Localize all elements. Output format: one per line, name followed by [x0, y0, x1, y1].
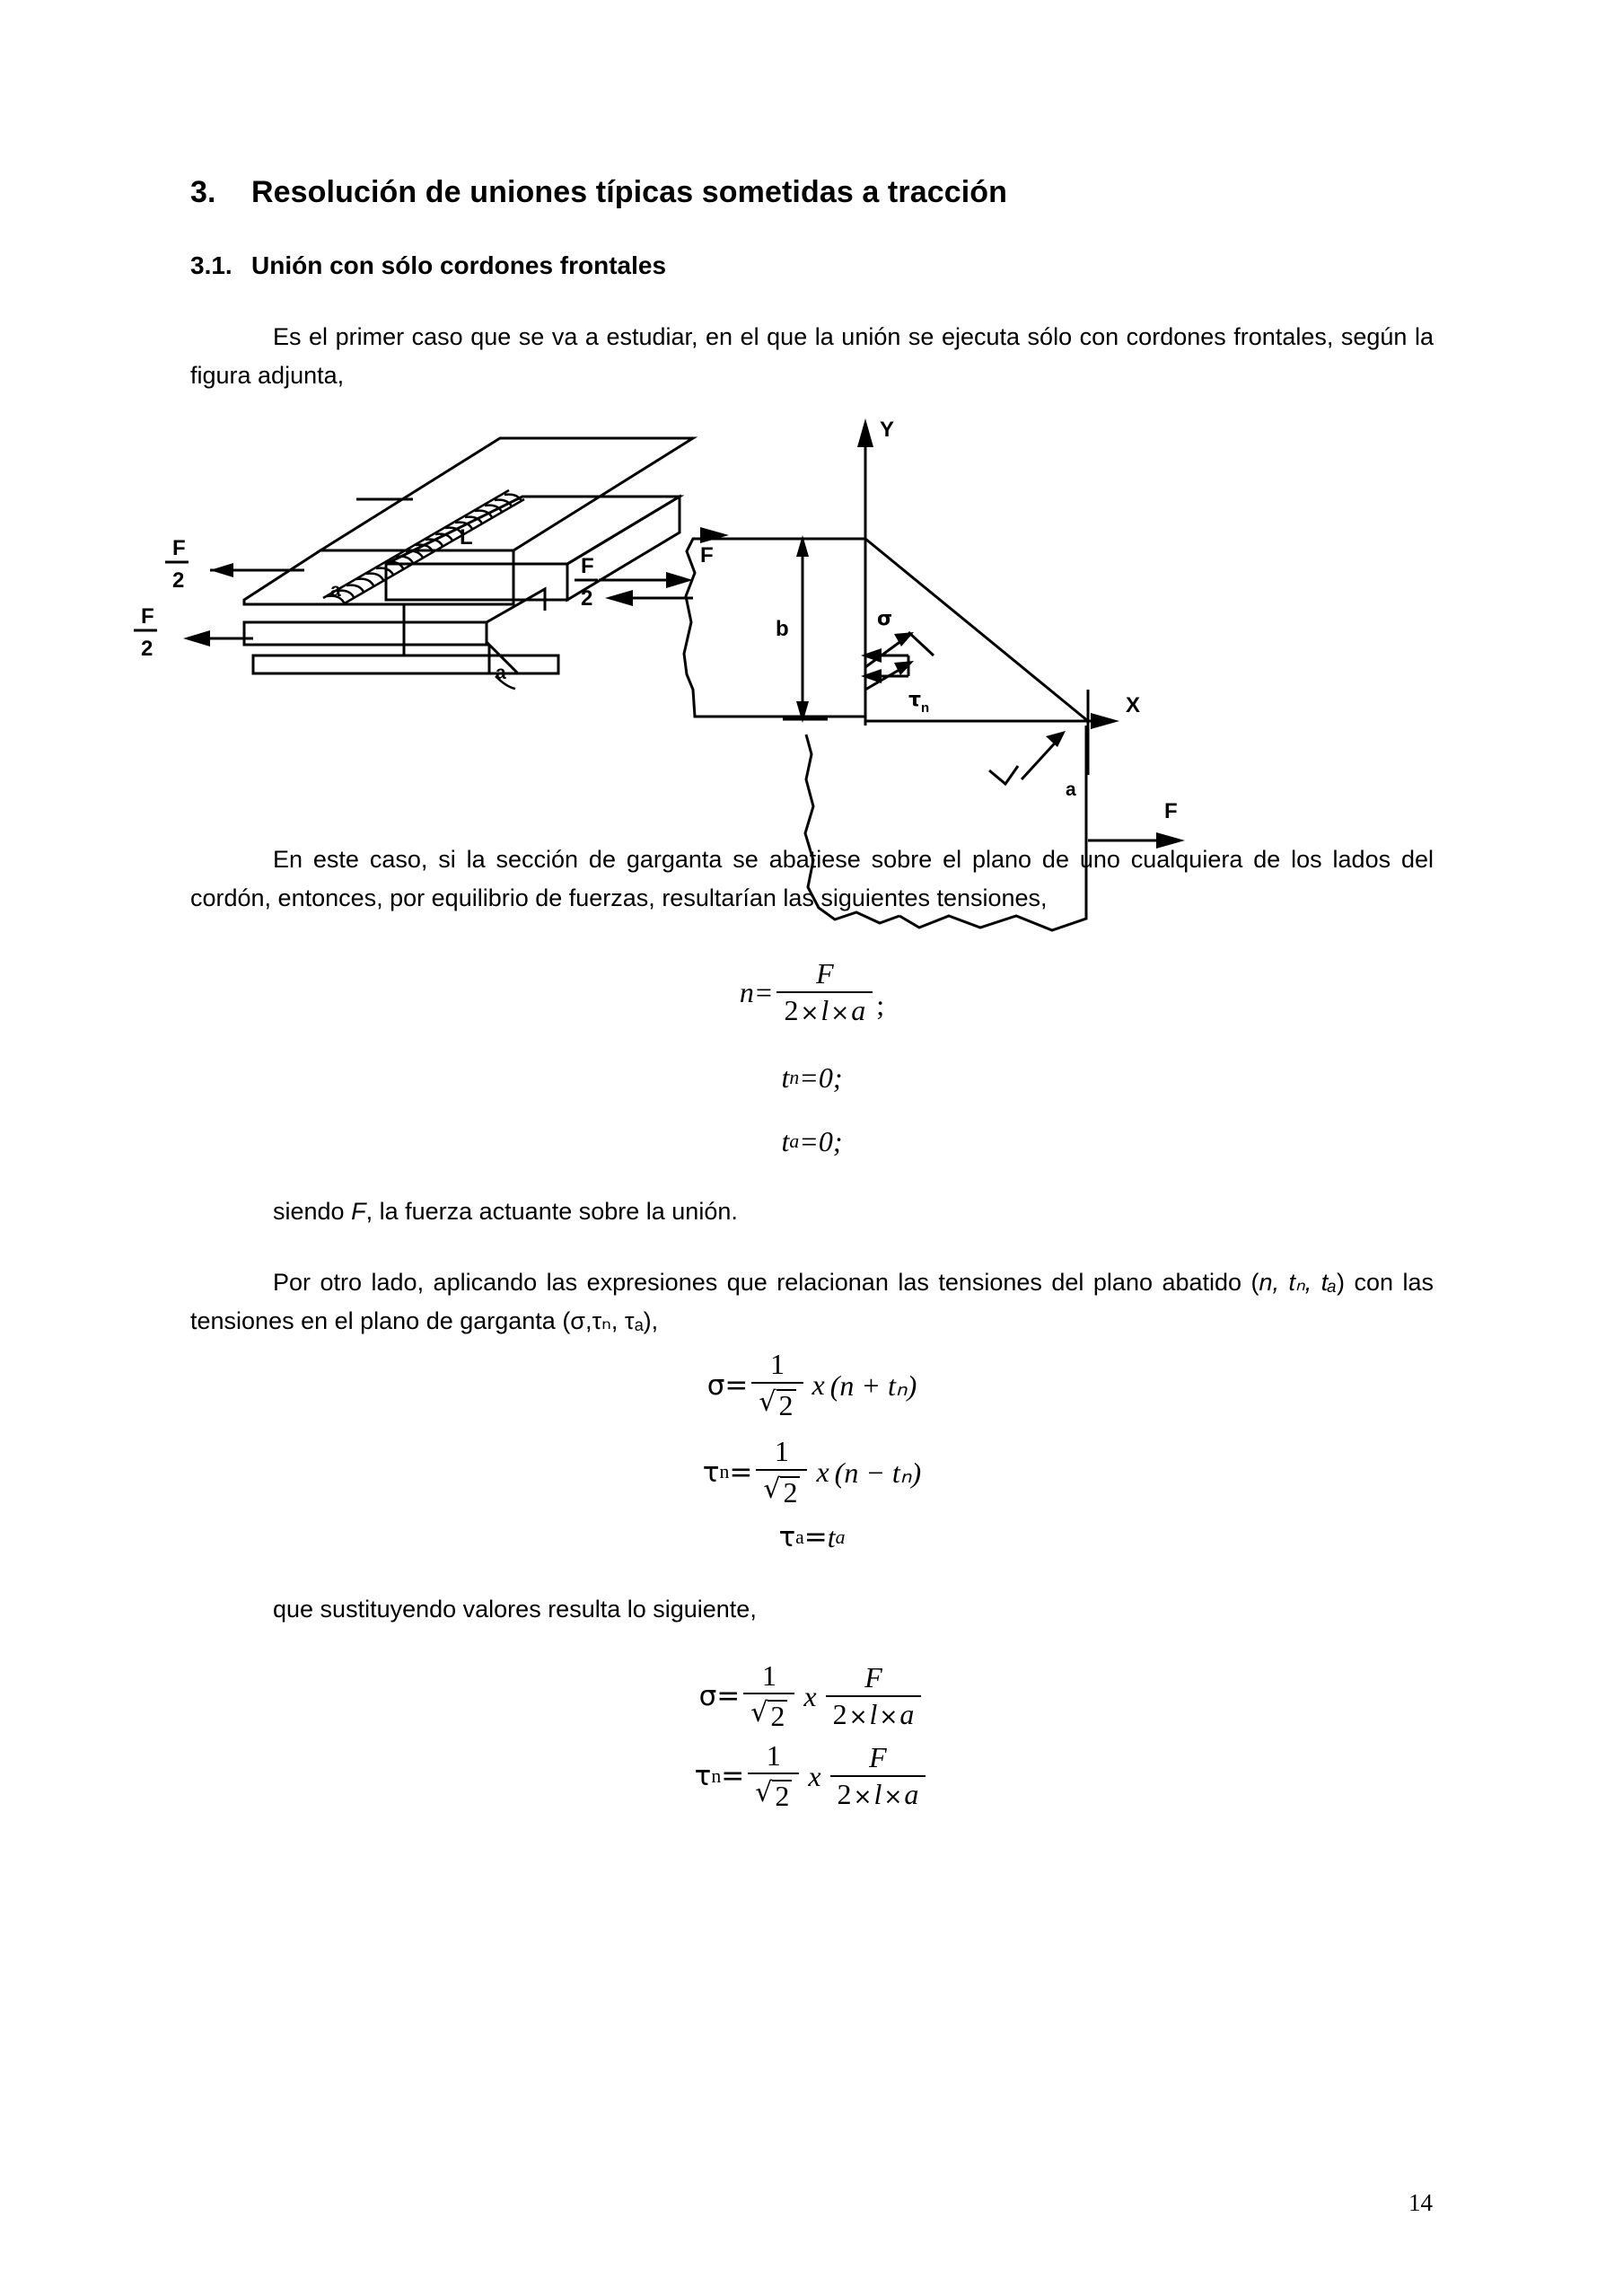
equation-n-expression	[740, 959, 884, 1025]
taua-lhs: τ	[778, 1521, 796, 1554]
equation-tn-zero-expression	[781, 1061, 842, 1095]
equation-taun-general-expression	[703, 1437, 921, 1508]
taun-final-op-x: x	[808, 1759, 821, 1792]
page-number: 14	[1408, 2189, 1433, 2216]
frac-denominator-sqrt2	[751, 1382, 803, 1421]
label-stress-tau-n: τ	[908, 689, 922, 711]
frac-numerator-one: 1	[769, 1348, 785, 1381]
den-two: 2	[784, 993, 799, 1026]
label-axis-y: Y	[880, 418, 895, 442]
label-force-half-right-num: F	[581, 554, 594, 578]
fden-a-b: a	[904, 1777, 919, 1810]
sqrt-group-d	[755, 1777, 792, 1813]
equation-sigma-final-expression	[698, 1658, 926, 1733]
label-throat-a-right: a	[1066, 779, 1076, 800]
siendo-pre: siendo	[273, 1198, 352, 1226]
frac-den-2la-b: 2×l×a	[830, 1775, 926, 1810]
fraction-one-over-sqrt2-c	[743, 1658, 794, 1733]
fraction-n-denominator: 2×l×a	[776, 991, 873, 1026]
section-title-text: Resolución de uniones típicas sometidas a tracción	[251, 175, 1008, 209]
por-otro-lado-part1: Por otro lado, aplicando las expresiones que relacionan las tensiones del plano abatido (	[273, 1269, 1259, 1297]
fden-two-b: 2	[837, 1777, 852, 1810]
sigma-final-lhs: σ=	[698, 1680, 741, 1713]
taun-lhs-sub: n	[719, 1461, 730, 1483]
label-weld-length: L	[460, 525, 473, 550]
taun-final-lhs-sub: n	[711, 1764, 722, 1787]
frac-numerator-one-b: 1	[774, 1435, 789, 1468]
taua-lhs-eq: =	[803, 1521, 828, 1554]
tn-rest: =0;	[799, 1061, 843, 1095]
radicand-two: 2	[776, 1389, 796, 1421]
label-stress-sigma: σ	[877, 608, 893, 630]
frac-num-one-d: 1	[766, 1738, 781, 1772]
frac-den-sqrt2-c	[743, 1693, 794, 1732]
radicand-two-d: 2	[772, 1780, 792, 1812]
fden-l-a: l	[869, 1697, 878, 1730]
taun-final-lhs: τ	[694, 1760, 712, 1793]
section-number: 3.	[190, 175, 216, 209]
equation-tn-zero	[190, 1061, 1434, 1095]
taua-rhs-sub: a	[835, 1526, 846, 1548]
paragraph-after-figure: En este caso, si la sección de garganta se abatiese sobre el plano de uno cualquiera de los lados del cordón, entonces, por equilibrio de fuerzas, resultarían las siguientes tensiones,	[190, 846, 1434, 911]
label-dim-b: b	[776, 617, 789, 641]
radical-sign-d: √	[755, 1777, 773, 1809]
den-a: a	[851, 993, 866, 1026]
ta-rest: =0;	[799, 1125, 843, 1158]
label-stress-tau-n-sub: n	[921, 700, 930, 716]
frac-num-one-c: 1	[761, 1658, 776, 1692]
equation-sigma-general	[190, 1350, 1434, 1421]
por-otro-lado-part2: ) con las tensiones en el plano de garganta (σ,τₙ, τₐ),	[190, 1269, 1434, 1335]
fraction-one-over-sqrt2-d	[748, 1738, 799, 1813]
page-content	[141, 175, 1434, 1813]
fraction-F-over-2la-b	[830, 1743, 926, 1809]
equation-taun-final	[190, 1738, 1434, 1813]
fden-a-a: a	[899, 1697, 915, 1730]
equation-ta-zero	[190, 1125, 1434, 1158]
taun-op-x: x	[816, 1456, 829, 1489]
label-throat-a-upper: a	[330, 580, 341, 601]
taun-final-lhs-eq: =	[721, 1760, 745, 1793]
equation-n-trailing: ;	[876, 989, 885, 1022]
equation-taua-expression	[778, 1521, 845, 1554]
radical-sign-c: √	[750, 1697, 768, 1729]
equation-n-lhs: n=	[739, 975, 774, 1008]
siendo-post: , la fuerza actuante sobre la unión.	[365, 1198, 738, 1226]
fraction-one-over-sqrt2-a	[751, 1350, 803, 1421]
tn-subscript: n	[789, 1067, 800, 1089]
ta-symbol: t	[781, 1125, 790, 1158]
taun-lhs: τ	[702, 1456, 720, 1489]
fden-l-b: l	[873, 1777, 882, 1810]
equation-sigma-final	[190, 1658, 1434, 1733]
label-force-right: F	[700, 543, 714, 567]
den-l: l	[820, 993, 829, 1026]
label-force-half-bottom-num: F	[141, 604, 154, 629]
taun-lhs-eq: =	[729, 1456, 753, 1489]
fraction-n-numerator: F	[816, 957, 834, 990]
taua-lhs-sub: a	[795, 1526, 804, 1548]
fraction-one-over-sqrt2-b	[756, 1437, 807, 1508]
sqrt-group-b	[763, 1473, 800, 1509]
fden-two-a: 2	[832, 1697, 847, 1730]
tn-symbol: t	[781, 1061, 790, 1095]
label-force-half-top-den: 2	[172, 568, 185, 593]
label-force-half-top-num: F	[172, 536, 186, 560]
equation-ta-zero-expression	[781, 1125, 842, 1158]
paragraph-intro: Es el primer caso que se va a estudiar, en el que la unión se ejecuta sólo con cordones frontales, según la figura adjunta,	[190, 323, 1434, 389]
radical-sign: √	[759, 1386, 776, 1418]
equation-sigma-general-expression	[707, 1350, 917, 1421]
figure-svg	[141, 418, 1434, 833]
radicand-two-b: 2	[780, 1476, 800, 1509]
sigma-lhs: σ=	[706, 1368, 749, 1402]
figure-welded-joint	[141, 418, 1434, 833]
fraction-n	[776, 959, 873, 1025]
equation-taun-general	[190, 1437, 1434, 1508]
taua-rhs: t	[827, 1520, 836, 1553]
frac-denominator-sqrt2-b	[756, 1469, 807, 1509]
frac-den-2la-a: 2×l×a	[826, 1695, 922, 1730]
sigma-final-op-x: x	[803, 1679, 817, 1712]
siendo-var: F	[351, 1198, 366, 1226]
frac-den-sqrt2-d	[748, 1773, 799, 1812]
label-force-f-bottom: F	[1164, 799, 1178, 823]
label-axis-x: X	[1126, 693, 1141, 717]
equation-taua	[190, 1521, 1434, 1554]
ta-subscript: a	[789, 1130, 800, 1153]
sigma-op-x: x	[812, 1368, 825, 1402]
por-otro-lado-vars: n, tₙ, tₐ	[1259, 1269, 1337, 1297]
fraction-F-over-2la-a	[826, 1663, 922, 1729]
frac-num-F-b: F	[869, 1741, 887, 1774]
paragraph-que-sustituyendo: que sustituyendo valores resulta lo siguiente,	[273, 1595, 757, 1623]
label-throat-a-lower: a	[496, 663, 506, 683]
taun-expr: (n − tₙ)	[834, 1456, 922, 1489]
sqrt-group-c	[750, 1697, 787, 1733]
subsection-title-text: Unión con sólo cordones frontales	[251, 251, 667, 279]
sqrt-group	[759, 1386, 795, 1421]
paragraph-por-otro-lado	[190, 1263, 1434, 1341]
subsection-number: 3.1.	[190, 251, 232, 279]
subsection-heading	[190, 251, 1434, 280]
equation-n	[190, 959, 1434, 1025]
paragraph-siendo	[190, 1192, 1434, 1231]
label-force-half-right-den: 2	[581, 586, 593, 611]
radicand-two-c: 2	[768, 1700, 787, 1732]
frac-num-F-a: F	[864, 1661, 882, 1694]
equation-taun-final-expression	[694, 1738, 930, 1813]
section-heading	[190, 175, 1434, 210]
label-force-half-bottom-den: 2	[141, 637, 154, 661]
sigma-expr: (n + tₙ)	[829, 1368, 917, 1402]
radical-sign-b: √	[763, 1473, 781, 1505]
